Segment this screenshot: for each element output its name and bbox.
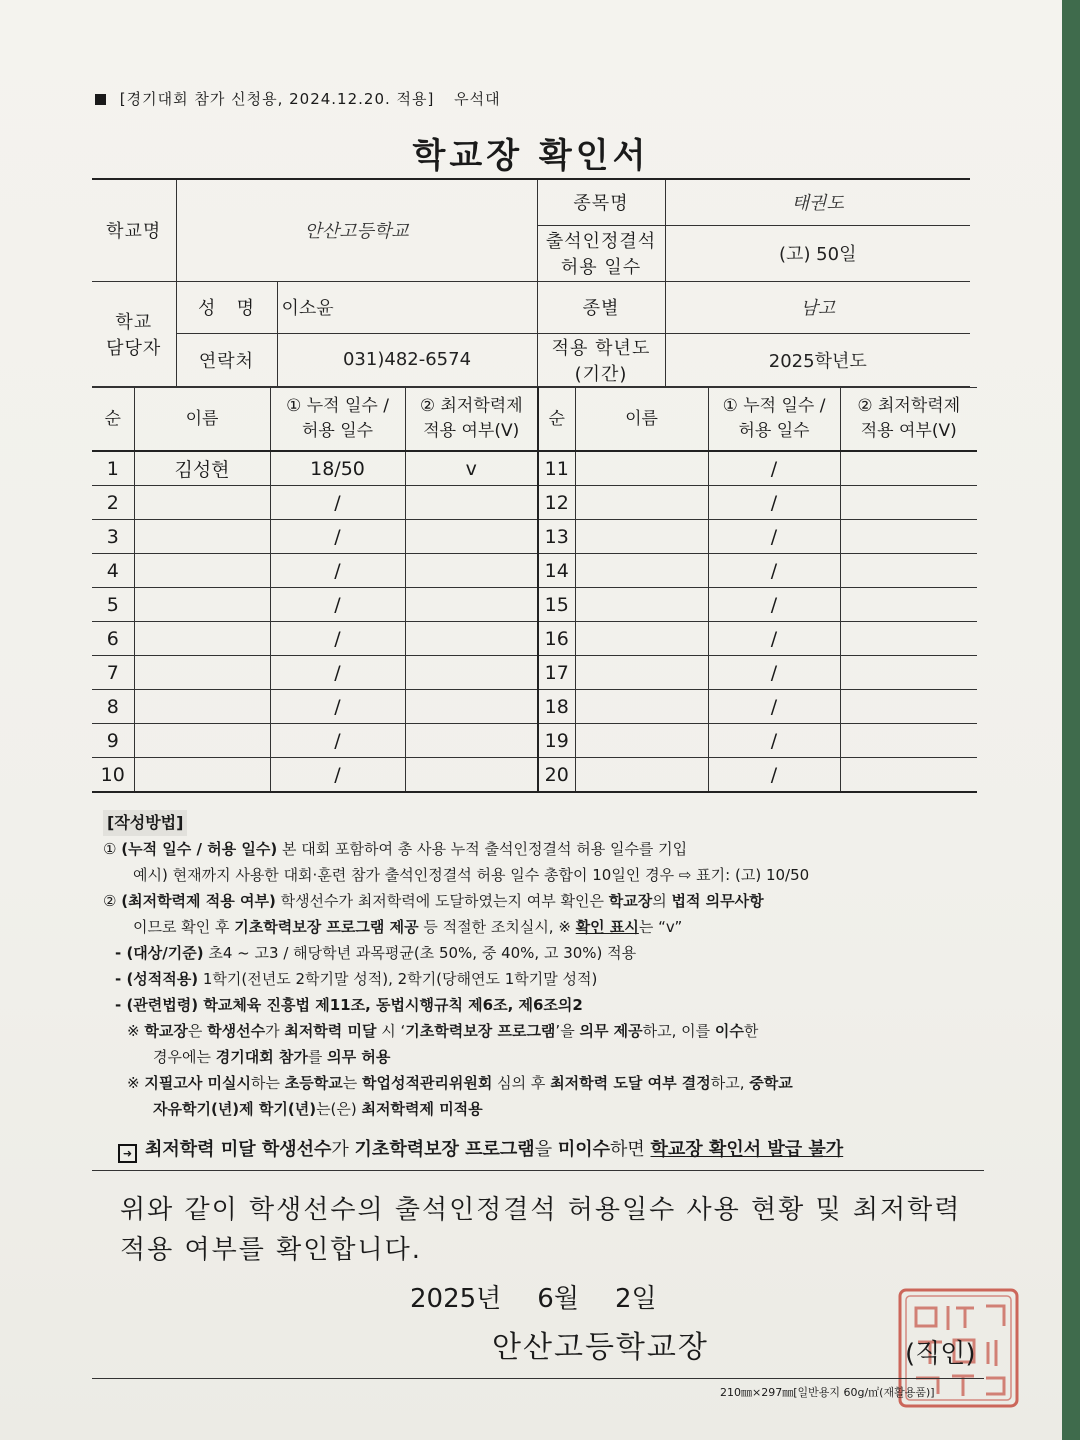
col-no: 순: [92, 388, 134, 452]
col-no: 순: [538, 388, 575, 452]
absence-days: /: [708, 451, 840, 486]
note-2-line2: 이므로 확인 후 기초학력보장 프로그램 제공 등 적절한 조치실시, ※ 확인 표시는 “v”: [133, 918, 683, 936]
name-value: 이소윤: [277, 281, 537, 333]
date-day: 2일: [614, 1284, 657, 1314]
event-value: 태권도: [665, 179, 970, 225]
note-target: - (대상/기준) 초4 ~ 고3 / 해당학년 과목평균(초 50%, 중 40%, 고 30%) 적용: [115, 944, 637, 962]
table-row: [92, 690, 977, 724]
row-number: 11: [538, 451, 575, 486]
note-1-example: 예시) 현재까지 사용한 대회·훈련 참가 출석인정결석 허용 일수 총합이 10일인 경우 ⇨ 표기: (고) 10/50: [133, 866, 810, 884]
student-name: [575, 656, 708, 690]
note-grading: - (성적적용) 1학기(전년도 2학기말 성적), 2학기(당해연도 1학기말 성적): [115, 970, 598, 988]
min-academic-check: [405, 554, 538, 588]
absence-days: /: [708, 690, 840, 724]
manager-label: 학교 담당자: [92, 281, 176, 386]
table-row: [92, 520, 977, 554]
absence-days: /: [270, 520, 405, 554]
row-number: 16: [538, 622, 575, 656]
row-number: 18: [538, 690, 575, 724]
min-academic-check: [840, 520, 977, 554]
min-academic-check: [405, 690, 538, 724]
paper-spec: 210㎜×297㎜[일반용지 60g/㎡(재활용품)]: [720, 1386, 935, 1399]
absence-days: /: [708, 622, 840, 656]
min-academic-check: [840, 656, 977, 690]
roster-header: [92, 388, 977, 452]
note-elementary: ※ 지필고사 미실시하는 초등학교는 학업성적관리위원회 심의 후 최저학력 도달 여부 결정하고, 중학교: [127, 1074, 793, 1092]
absence-days: /: [270, 758, 405, 793]
absence-days: /: [270, 724, 405, 758]
student-name: [134, 554, 270, 588]
divider: [92, 1170, 984, 1171]
absence-days: 18/50: [270, 451, 405, 486]
student-name: [134, 486, 270, 520]
student-name: [134, 690, 270, 724]
student-name: [575, 690, 708, 724]
arrow-box-icon: ➜: [118, 1144, 137, 1163]
row-number: 12: [538, 486, 575, 520]
table-row: [92, 588, 977, 622]
table-row: [92, 451, 977, 486]
contact-value: 031)482-6574: [277, 333, 537, 386]
min-academic-check: [405, 520, 538, 554]
absence-days: /: [708, 758, 840, 793]
absence-days: /: [708, 554, 840, 588]
min-academic-check: [840, 758, 977, 793]
student-name: [134, 520, 270, 554]
row-number: 6: [92, 622, 134, 656]
student-name: [134, 622, 270, 656]
min-academic-check: [405, 588, 538, 622]
school-label: 학교명: [92, 179, 176, 281]
min-academic-check: [405, 622, 538, 656]
absence-days: /: [708, 724, 840, 758]
row-number: 15: [538, 588, 575, 622]
absence-days: /: [270, 486, 405, 520]
form-note: [경기대회 참가 신청용, 2024.12.20. 적용]: [119, 90, 435, 108]
absence-days: /: [708, 520, 840, 554]
min-academic-check: [840, 622, 977, 656]
student-name: [134, 758, 270, 793]
event-label: 종목명: [537, 179, 665, 225]
year-value: 2025학년도: [665, 333, 970, 386]
min-academic-check: [405, 724, 538, 758]
document-title: 학교장 확인서: [412, 136, 650, 176]
table-row: [92, 554, 977, 588]
min-academic-check: [840, 588, 977, 622]
form-header: [95, 88, 501, 109]
category-value: 남고: [665, 281, 970, 333]
student-name: [134, 724, 270, 758]
min-academic-check: [840, 554, 977, 588]
absence-days: /: [270, 588, 405, 622]
instructions: [103, 810, 983, 1122]
student-name: [575, 520, 708, 554]
table-row: [92, 724, 977, 758]
student-name: [575, 486, 708, 520]
category-label: 종별: [537, 281, 665, 333]
min-academic-check: v: [405, 451, 538, 486]
row-number: 14: [538, 554, 575, 588]
note-law: - (관련법령) 학교체육 진흥법 제11조, 동법시행규칙 제6조, 제6조의2: [115, 996, 583, 1014]
instructions-title: [작성방법]: [103, 810, 187, 836]
min-academic-check: [840, 451, 977, 486]
note-2: ② (최저학력제 적용 여부) 학생선수가 최저학력에 도달하였는지 여부 확인은 학교장의 법적 의무사항: [103, 892, 764, 910]
table-row: [92, 656, 977, 690]
min-academic-check: [840, 690, 977, 724]
issue-date: [410, 1278, 693, 1315]
student-name: [134, 656, 270, 690]
col-min: ② 최저학력제 적용 여부(V): [840, 388, 977, 452]
table-row: [92, 486, 977, 520]
absence-days: /: [708, 656, 840, 690]
student-name: [575, 451, 708, 486]
table-row: [92, 758, 977, 793]
row-number: 8: [92, 690, 134, 724]
row-number: 4: [92, 554, 134, 588]
row-number: 10: [92, 758, 134, 793]
student-name: [134, 588, 270, 622]
row-number: 7: [92, 656, 134, 690]
confirmation-text: 위와 같이 학생선수의 출석인정결석 허용일수 사용 현황 및 최저학력 적용 여부를 확인합니다.: [120, 1195, 962, 1265]
min-academic-check: [405, 486, 538, 520]
table-row: [92, 622, 977, 656]
row-number: 13: [538, 520, 575, 554]
roster-table: [92, 387, 977, 793]
student-name: [575, 758, 708, 793]
absence-days: /: [270, 690, 405, 724]
warning-notice: ➜ 최저학력 미달 학생선수가 기초학력보장 프로그램을 미이수하면 학교장 확인서 발급 불가: [118, 1135, 843, 1163]
min-academic-check: [840, 724, 977, 758]
absence-label: 출석인정결석 허용 일수: [537, 225, 665, 281]
date-year: 2025년: [410, 1284, 502, 1314]
signer-name: 안산고등학교장: [492, 1330, 709, 1365]
note-principal-line2: 경우에는 경기대회 참가를 의무 허용: [153, 1048, 391, 1066]
contact-label: 연락처: [176, 333, 277, 386]
row-number: 17: [538, 656, 575, 690]
min-academic-check: [405, 656, 538, 690]
row-number: 19: [538, 724, 575, 758]
col-days: ① 누적 일수 / 허용 일수: [708, 388, 840, 452]
row-number: 9: [92, 724, 134, 758]
absence-days: /: [270, 622, 405, 656]
row-number: 2: [92, 486, 134, 520]
col-min: ② 최저학력제 적용 여부(V): [405, 388, 538, 452]
note-1: ① (누적 일수 / 허용 일수) 본 대회 포함하여 총 사용 누적 출석인정결석 허용 일수를 기입: [103, 840, 688, 858]
col-name: 이름: [575, 388, 708, 452]
square-bullet-icon: [95, 94, 106, 105]
min-academic-check: [840, 486, 977, 520]
note-principal: ※ 학교장은 학생선수가 최저학력 미달 시 ‘기초학력보장 프로그램’을 의무 제공하고, 이를 이수한: [127, 1022, 759, 1040]
absence-days: /: [708, 588, 840, 622]
absence-days: /: [270, 656, 405, 690]
row-number: 3: [92, 520, 134, 554]
absence-days: /: [708, 486, 840, 520]
student-name: [575, 554, 708, 588]
date-month: 6월: [537, 1284, 579, 1314]
absence-days: /: [270, 554, 405, 588]
absence-value: (고) 50일: [665, 225, 970, 281]
year-label: 적용 학년도 (기간): [537, 333, 665, 386]
org-name: 우석대: [454, 90, 501, 108]
row-number: 5: [92, 588, 134, 622]
background-edge: [1062, 0, 1080, 1440]
bottom-divider: [92, 1378, 984, 1379]
row-number: 20: [538, 758, 575, 793]
student-name: [575, 588, 708, 622]
school-value: 안산고등학교: [176, 179, 537, 281]
col-name: 이름: [134, 388, 270, 452]
student-name: 김성현: [134, 451, 270, 486]
row-number: 1: [92, 451, 134, 486]
name-label: 성 명: [176, 281, 277, 333]
student-name: [575, 724, 708, 758]
col-days: ① 누적 일수 / 허용 일수: [270, 388, 405, 452]
seal-label: (직인): [905, 1339, 976, 1369]
note-elementary-line2: 자유학기(년)제 학기(년)는(은) 최저학력제 미적용: [153, 1100, 483, 1118]
info-table: [92, 178, 970, 387]
min-academic-check: [405, 758, 538, 793]
student-name: [575, 622, 708, 656]
